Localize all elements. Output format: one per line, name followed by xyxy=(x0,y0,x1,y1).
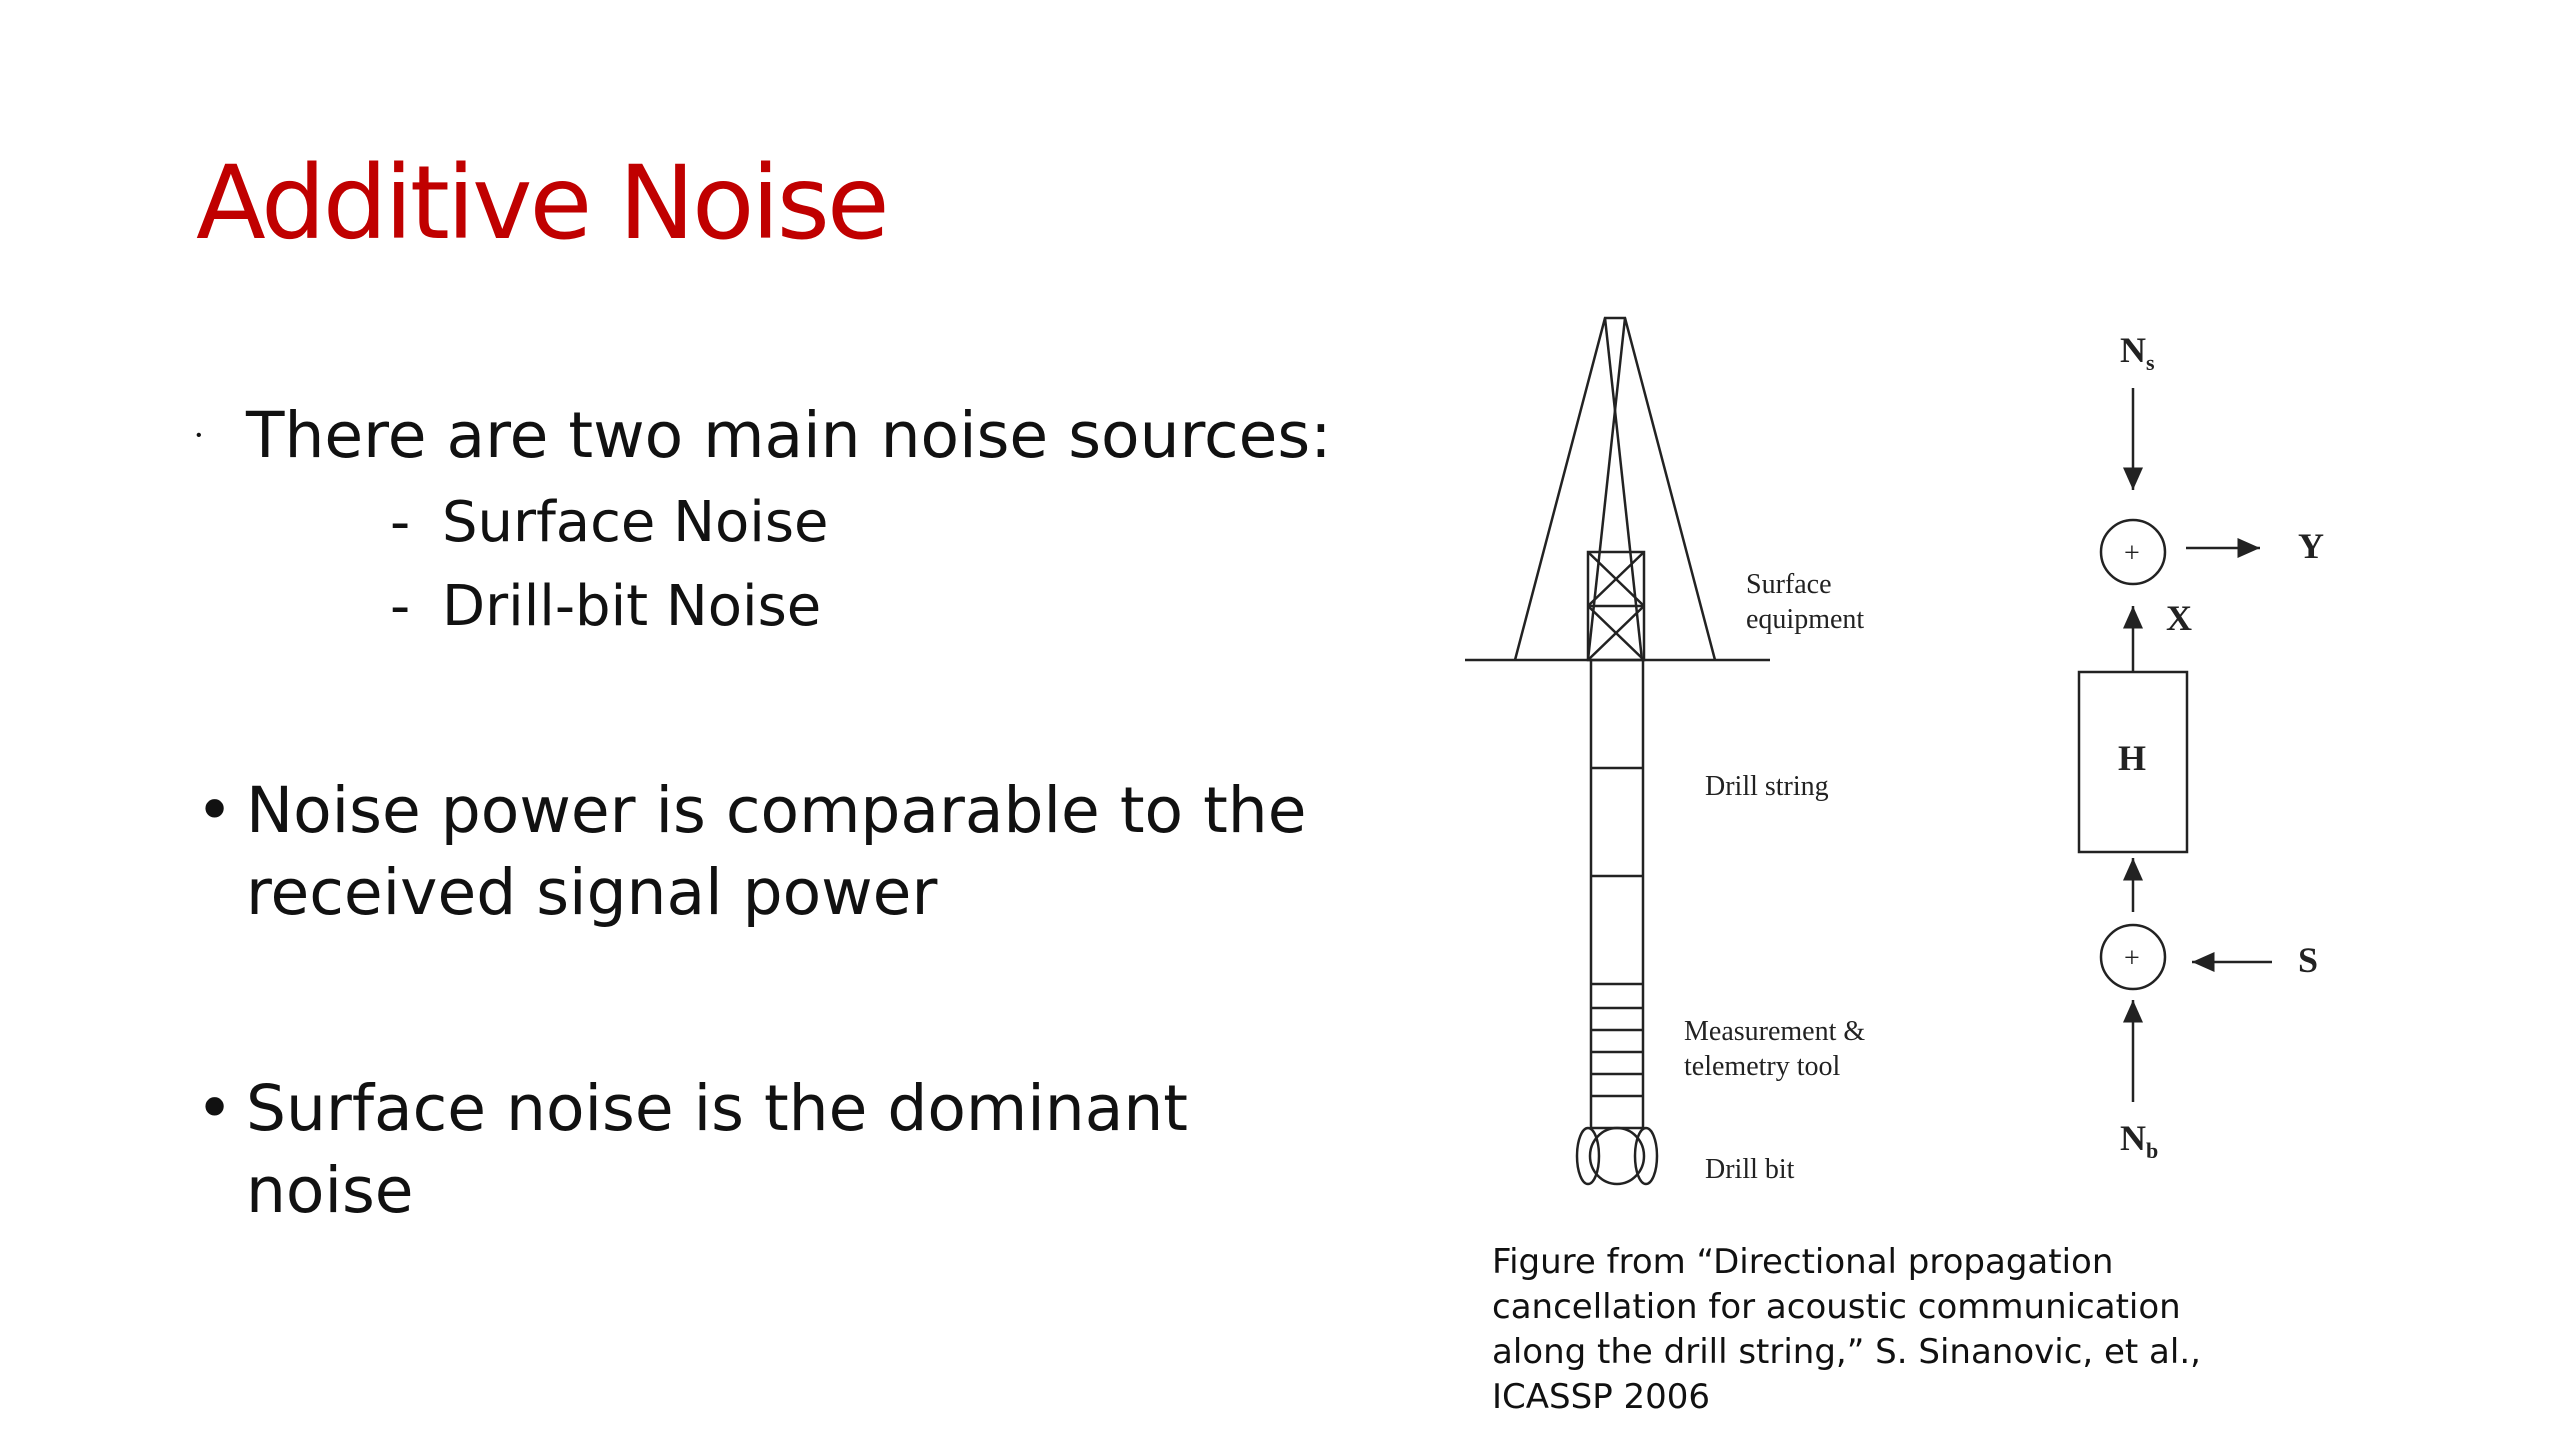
bullet-dot: • xyxy=(196,774,234,847)
bullet-dot: • xyxy=(196,427,202,444)
label-drill-string: Drill string xyxy=(1705,771,1829,802)
sub-bullet-text: Drill-bit Noise xyxy=(442,574,822,639)
label-h: H xyxy=(2118,738,2147,778)
bullet-text: Noise power is comparable to the received signal power xyxy=(246,774,1307,929)
label-s: S xyxy=(2298,940,2319,980)
plus-lower: + xyxy=(2124,943,2140,974)
figure-caption: Figure from “Directional propagation cancellation for acoustic communication along the drill string,” S. Sinanovic, et al., ICASSP 2006 xyxy=(1492,1242,2201,1417)
bullet-dot: • xyxy=(196,1072,234,1145)
plus-upper: + xyxy=(2124,538,2140,569)
slide-title: Additive Noise xyxy=(196,144,887,263)
sub-bullet-text: Surface Noise xyxy=(442,490,829,555)
label-equipment: equipment xyxy=(1746,604,1865,635)
label-drill-bit: Drill bit xyxy=(1705,1154,1795,1185)
bullet-text: Surface noise is the dominant noise xyxy=(246,1072,1188,1227)
label-nb: $N_b$ xyxy=(2120,1118,2159,1163)
block-diagram-labels xyxy=(2118,330,2324,1163)
label-measurement: Measurement & xyxy=(1684,1016,1866,1047)
label-y: Y xyxy=(2298,526,2324,566)
sub-bullet-dash: - xyxy=(390,574,411,639)
label-ns: $N_s$ xyxy=(2120,330,2155,375)
sub-bullet-dash: - xyxy=(390,490,411,555)
bullet-text: There are two main noise sources: xyxy=(246,399,1332,472)
label-surface: Surface xyxy=(1746,569,1832,600)
derrick-labels xyxy=(1684,569,1865,1185)
label-x: X xyxy=(2166,598,2192,638)
block-diagram xyxy=(2079,388,2272,1102)
label-telemetry: telemetry tool xyxy=(1684,1051,1841,1082)
